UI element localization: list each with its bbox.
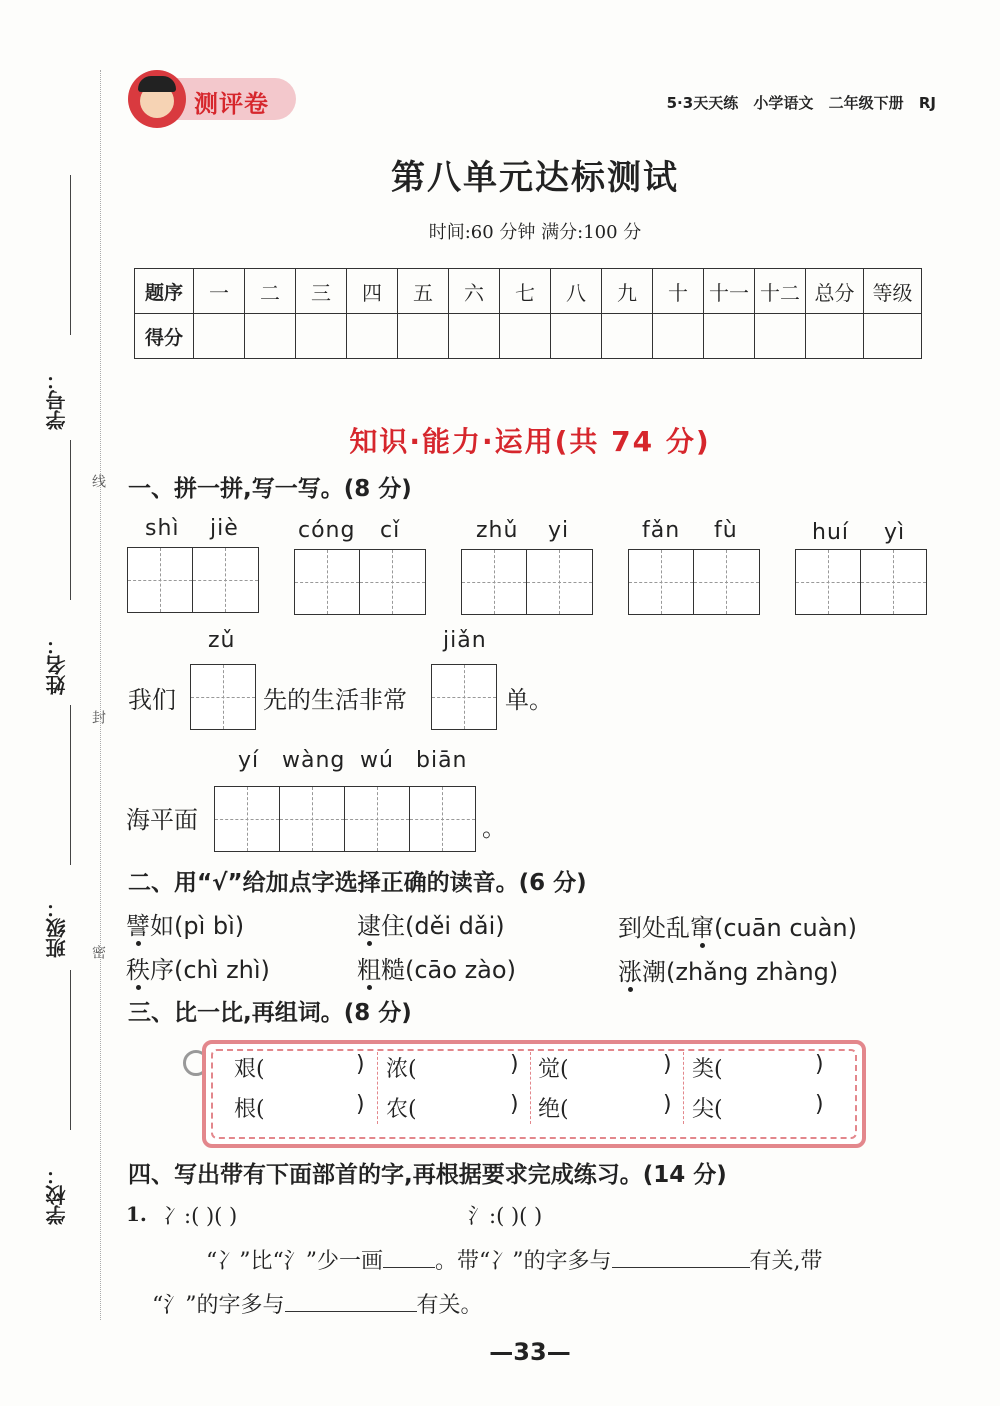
table-col-header: 四 (347, 269, 398, 314)
paren-close: ) (356, 1052, 365, 1077)
compare-char: 觉( (538, 1057, 569, 1082)
score-cell[interactable] (245, 314, 296, 359)
cut-mark-seal: 封 (90, 710, 106, 724)
sentence-text: 海平面 (126, 806, 198, 834)
pinyin: yì (884, 520, 906, 545)
student-no-line (70, 175, 71, 335)
class-line (70, 705, 71, 865)
reading-item: 粗糙(cāo zào) (357, 956, 516, 984)
table-row (135, 269, 922, 314)
compare-char: 艰( (234, 1057, 265, 1082)
exam-time-score: 时间:60 分钟 满分:100 分 (428, 222, 642, 243)
divider (530, 1052, 531, 1124)
write-box[interactable] (795, 549, 927, 615)
dotted-char: 譬 (126, 912, 150, 940)
table-col-header: 三 (296, 269, 347, 314)
write-box[interactable] (190, 664, 256, 730)
write-box[interactable] (461, 549, 593, 615)
paren-close: ) (356, 1092, 365, 1117)
name-label: 姓名： (45, 635, 69, 695)
pinyin: biān (416, 748, 468, 773)
reading-item: 到处乱窜(cuān cuàn) (618, 914, 858, 942)
pinyin: jiè (210, 516, 239, 541)
badge-label: 测评卷 (194, 90, 269, 118)
dotted-char: 涨 (618, 958, 642, 986)
reading-item: 譬如(pì bì) (126, 912, 245, 940)
cut-mark-line: 线 (90, 474, 106, 488)
paren-close: ) (815, 1092, 824, 1117)
sentence-text: 先的生活非常 (263, 686, 407, 714)
table-col-header: 八 (551, 269, 602, 314)
compare-char: 根( (234, 1097, 265, 1122)
write-box[interactable] (294, 549, 426, 615)
compare-char: 类( (692, 1057, 723, 1082)
pinyin: jiǎn (443, 628, 487, 653)
student-no-label: 学号： (45, 370, 69, 430)
pinyin: zǔ (208, 628, 236, 653)
compare-char: 绝( (538, 1097, 569, 1122)
score-cell[interactable] (602, 314, 653, 359)
pinyin: zhǔ (476, 518, 519, 543)
dotted-char: 窜 (690, 914, 714, 942)
score-cell[interactable] (296, 314, 347, 359)
table-row-head: 得分 (135, 314, 194, 359)
exam-badge (128, 70, 296, 128)
score-cell[interactable] (806, 314, 864, 359)
radical-blank: 冫:( )( ) (163, 1204, 238, 1228)
radical-blank: 氵:( )( ) (468, 1204, 543, 1228)
paren-close: ) (815, 1052, 824, 1077)
cartoon-boy-icon (128, 70, 186, 128)
q1-title: 一、拼一拼,写一写。(8 分) (128, 476, 412, 502)
reading-item: 逮住(děi dǎi) (357, 912, 505, 940)
q2-title: 二、用“√”给加点字选择正确的读音。(6 分) (128, 870, 587, 896)
sentence-text: 我们 (128, 686, 176, 714)
fill-line: “冫”比“氵”少一画 。带“冫”的字多与 有关,带 (206, 1244, 823, 1275)
score-cell[interactable] (347, 314, 398, 359)
compare-char: 尖( (692, 1097, 723, 1122)
cut-mark-secret: 密 (90, 945, 106, 959)
answer-blank[interactable] (612, 1245, 750, 1268)
table-col-header: 二 (245, 269, 296, 314)
write-box[interactable] (214, 786, 476, 852)
table-row (135, 314, 922, 359)
q4-number: 1. (126, 1202, 147, 1226)
dotted-char: 秩 (126, 956, 150, 984)
write-box[interactable] (431, 664, 497, 730)
divider (683, 1052, 684, 1124)
section-heading: 知识·能力·运用(共 74 分) (349, 425, 711, 458)
pinyin: yí (238, 748, 260, 773)
pinyin: wàng (282, 748, 346, 773)
score-cell[interactable] (864, 314, 922, 359)
series-info: 5·3天天练 小学语文 二年级下册 RJ (666, 94, 936, 112)
pinyin: shì (145, 516, 180, 541)
table-col-header: 十 (653, 269, 704, 314)
score-cell[interactable] (398, 314, 449, 359)
pinyin: cóng (298, 518, 356, 543)
paren-close: ) (510, 1092, 519, 1117)
table-col-header: 总分 (806, 269, 864, 314)
pinyin: fù (714, 518, 738, 543)
reading-item: 涨潮(zhǎng zhàng) (618, 958, 839, 986)
table-col-header: 十二 (755, 269, 806, 314)
page-title: 第八单元达标测试 (391, 158, 679, 198)
compare-char: 农( (386, 1097, 417, 1122)
compare-box (202, 1040, 866, 1148)
table-col-header: 十一 (704, 269, 755, 314)
school-label: 学校： (45, 1165, 69, 1225)
score-cell[interactable] (551, 314, 602, 359)
reading-item: 秩序(chì zhì) (126, 956, 270, 984)
compare-char: 浓( (386, 1057, 417, 1082)
table-row-head: 题序 (135, 269, 194, 314)
pinyin: fǎn (642, 518, 681, 543)
sentence-text: 。 (482, 814, 506, 842)
school-line (70, 970, 71, 1130)
dotted-char: 粗 (357, 956, 381, 984)
answer-blank[interactable] (285, 1289, 417, 1312)
class-label: 班级： (45, 898, 69, 958)
score-cell[interactable] (704, 314, 755, 359)
dotted-char: 逮 (357, 912, 381, 940)
table-col-header: 一 (194, 269, 245, 314)
score-cell[interactable] (194, 314, 245, 359)
name-line (70, 440, 71, 600)
table-col-header: 等级 (864, 269, 922, 314)
paren-close: ) (663, 1092, 672, 1117)
score-cell[interactable] (449, 314, 500, 359)
divider (377, 1052, 378, 1124)
write-box[interactable] (628, 549, 760, 615)
pinyin: wú (360, 748, 394, 773)
score-cell[interactable] (500, 314, 551, 359)
paren-close: ) (663, 1052, 672, 1077)
answer-blank[interactable] (383, 1245, 435, 1268)
sentence-text: 单。 (505, 686, 553, 714)
score-cell[interactable] (755, 314, 806, 359)
pinyin: huí (812, 520, 849, 545)
q4-title: 四、写出带有下面部首的字,再根据要求完成练习。(14 分) (128, 1162, 727, 1188)
page-number: —33— (489, 1338, 571, 1366)
paren-close: ) (510, 1052, 519, 1077)
table-col-header: 五 (398, 269, 449, 314)
score-cell[interactable] (653, 314, 704, 359)
binding-dotted-line (100, 70, 101, 1320)
fill-line: “氵”的字多与 有关。 (152, 1288, 483, 1319)
pinyin: yi (548, 518, 570, 543)
pinyin: cǐ (380, 518, 401, 543)
table-col-header: 七 (500, 269, 551, 314)
table-col-header: 九 (602, 269, 653, 314)
score-table (134, 268, 922, 359)
write-box[interactable] (127, 547, 259, 613)
q3-title: 三、比一比,再组词。(8 分) (128, 1000, 412, 1026)
table-col-header: 六 (449, 269, 500, 314)
